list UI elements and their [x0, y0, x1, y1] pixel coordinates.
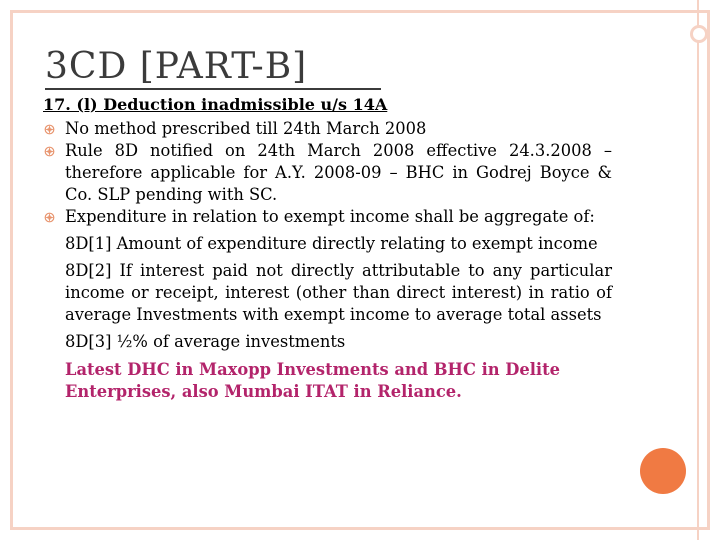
bullet-text: Expenditure in relation to exempt income shall be aggregate of: [65, 207, 595, 226]
decorative-circle-icon [690, 25, 708, 43]
bullet-marker-icon [44, 146, 55, 157]
highlight-note: Latest DHC in Maxopp Investments and BHC in Delite Enterprises, also Mumbai ITAT in Reliance. [65, 360, 560, 401]
rule-item: 8D[3] ½% of average investments [65, 332, 346, 351]
bullet-marker-icon [44, 124, 55, 135]
bullet-text: No method prescribed till 24th March 2008 [65, 119, 427, 138]
bullet-item [44, 118, 612, 140]
bullet-item [44, 140, 612, 206]
rule-item: 8D[2] If interest paid not directly attributable to any particular income or receipt, interest (other than direct interest) in ratio of average Investments with exempt income to average total assets [65, 261, 612, 324]
bullet-marker-icon [44, 212, 55, 223]
slide-content [44, 118, 612, 403]
rule-item: 8D[1] Amount of expenditure directly relating to exempt income [65, 234, 598, 253]
bullet-item [44, 206, 612, 228]
bullet-text: Rule 8D notified on 24th March 2008 effective 24.3.2008 – therefore applicable for A.Y. 2008-09 – BHC in Godrej Boyce & Co. SLP pending with SC. [65, 141, 612, 204]
slide-title: 3CD [PART-B] [45, 46, 308, 87]
title-underline [45, 88, 381, 90]
decorative-vertical-line [697, 0, 699, 540]
orange-circle-icon [640, 448, 686, 494]
slide-subtitle: 17. (l) Deduction inadmissible u/s 14A [43, 95, 388, 114]
